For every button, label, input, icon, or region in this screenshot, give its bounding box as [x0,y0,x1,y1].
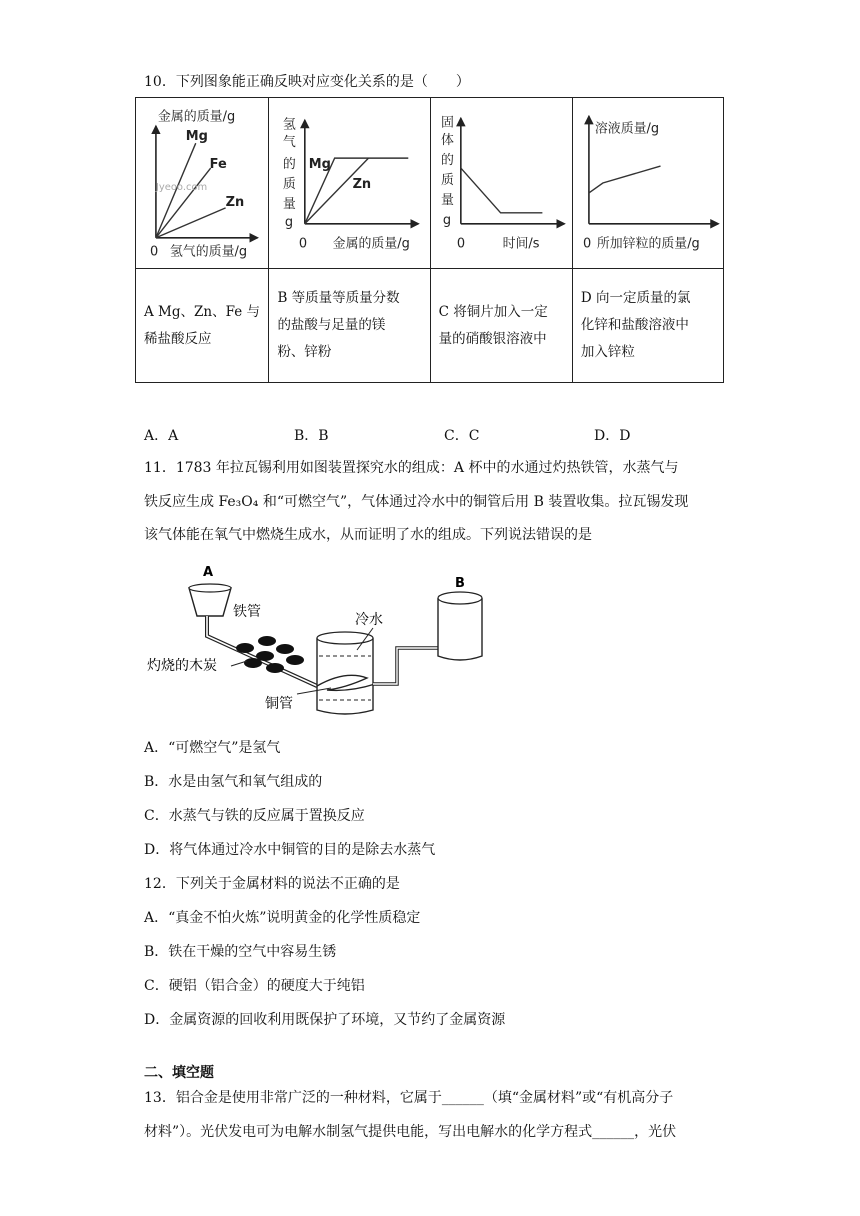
iron-pipe-inner [207,616,317,686]
q11-option-b[interactable]: B．水是由氢气和氧气组成的 [144,774,323,790]
q12-option-b[interactable]: B．铁在干燥的空气中容易生锈 [144,944,337,960]
label-iron-pipe: 铁管 [233,604,261,620]
charcoal-piece [276,644,294,654]
desc-d-line: 加入锌粒 [580,344,635,360]
q10-options [144,425,744,445]
label-zn: Zn [225,194,245,210]
q11-stem-line: 该气体能在氧气中燃烧生成水，从而证明了水的组成。下列说法错误的是 [144,527,592,543]
y-label: 金属的质量/g [157,109,236,125]
desc-b [269,269,430,383]
charcoal-piece [286,655,304,665]
mass-line [460,168,542,213]
charcoal-piece [266,663,284,673]
y-char: 气 [283,135,297,151]
q12-option-a[interactable]: A．“真金不怕火炼”说明黄金的化学性质稳定 [144,910,421,926]
q13-line: 材料”）。光伏发电可为电解水制氢气提供电能，写出电解水的化学方程式______，光伏 [144,1124,677,1140]
desc-b-line: 粉、锌粉 [277,344,332,360]
section-title: 二、填空题 [144,1065,214,1081]
label-b: B [455,576,465,591]
q12-option-c[interactable]: C．硬铝（铝合金）的硬度大于纯铝 [144,978,365,994]
desc-a-line: A Mg、Zn、Fe 与 [144,303,260,320]
collector-b [438,598,482,660]
line-fe [156,168,211,238]
q11-option-c[interactable]: C．水蒸气与铁的反应属于置换反应 [144,808,365,824]
q12-option-d[interactable]: D．金属资源的回收利用既保护了环境，又节约了金属资源 [144,1012,506,1028]
origin-label: 0 [456,236,465,252]
desc-c-line: 量的硝酸银溶液中 [438,330,547,347]
origin-label: 0 [149,244,159,260]
graph-d-cell [572,98,723,269]
y-char: 量 [440,192,454,208]
graph-a [136,98,268,268]
y-char: 质 [440,172,454,188]
label-copper-pipe: 铜管 [265,696,293,712]
charcoal-piece [258,636,276,646]
graph-c [431,98,572,268]
option-a[interactable]: A．A [144,428,179,444]
gas-pipe-inner [373,648,438,684]
option-b[interactable]: B．B [294,428,329,444]
charcoal-piece [236,643,254,653]
desc-d-line: D 向一定质量的氯 [580,290,691,306]
desc-d-line: 化锌和盐酸溶液中 [580,317,689,333]
beaker-rim [317,632,373,644]
q10-stem: 10．下列图象能正确反映对应变化关系的是（ ） [144,74,470,90]
label-a: A [203,565,214,580]
apparatus-diagram [145,560,505,720]
desc-b-line: 的盐酸与足量的镁 [277,317,386,333]
desc-b-line: B 等质量等质量分数 [277,290,400,306]
label-mg: Mg [309,157,332,173]
desc-c [430,269,572,383]
x-label: 时间/s [502,236,540,252]
y-char: 体 [440,133,454,149]
origin-label: 0 [299,236,308,252]
x-label: 所加锌粒的质量/g [596,236,700,252]
desc-a [136,269,269,383]
option-c[interactable]: C．C [444,428,480,444]
y-char: 质 [283,176,297,192]
x-label: 金属的质量/g [333,236,411,252]
desc-c-line: C 将铜片加入一定 [438,303,548,320]
y-char: g [285,214,294,230]
y-char: 的 [440,153,454,169]
mass-line [589,166,661,193]
gas-pipe [373,648,438,684]
collector-b-top [438,592,482,604]
q13-line: 13．铝合金是使用非常广泛的一种材料，它属于______（填“金属材料”或“有机高分子 [144,1090,674,1106]
y-label: 溶液质量/g [594,121,659,137]
watermark: Jyeoo.com [155,181,208,193]
label-mg: Mg [185,129,208,145]
label-zn: Zn [353,176,372,192]
y-char: 氢 [283,117,297,133]
desc-d [572,269,723,383]
label-cold-water: 冷水 [355,612,383,628]
label-charcoal: 灼烧的木炭 [147,658,217,674]
graph-b [269,98,429,268]
option-d[interactable]: D．D [594,428,631,444]
graph-c-cell [430,98,572,269]
x-label: 氢气的质量/g [169,244,248,260]
y-char: 固 [440,115,454,131]
q11-stem-line: 11．1783 年拉瓦锡利用如图装置探究水的组成：A 杯中的水通过灼热铁管，水蒸气与 [144,460,679,476]
graph-b-cell [269,98,430,269]
origin-label: 0 [582,236,591,252]
charcoal-piece [244,658,262,668]
q10-table [135,97,724,383]
y-char: 的 [283,157,297,173]
y-char: 量 [283,196,297,212]
q11-option-d[interactable]: D．将气体通过冷水中铜管的目的是除去水蒸气 [144,842,436,858]
label-fe: Fe [209,157,227,173]
graph-d [573,98,723,268]
q12-stem: 12．下列关于金属材料的说法不正确的是 [144,876,400,892]
q11-stem-line: 铁反应生成 Fe₃O₄ 和“可燃空气”，气体通过冷水中的铜管后用 B 装置收集。拉瓦锡发现 [144,494,689,510]
cup-a-rim [189,584,231,592]
y-char: g [442,212,451,228]
iron-pipe [207,616,317,686]
q11-option-a[interactable]: A．“可燃空气”是氢气 [144,740,281,756]
graph-a-cell [136,98,269,269]
desc-a-line: 稀盐酸反应 [144,330,212,347]
